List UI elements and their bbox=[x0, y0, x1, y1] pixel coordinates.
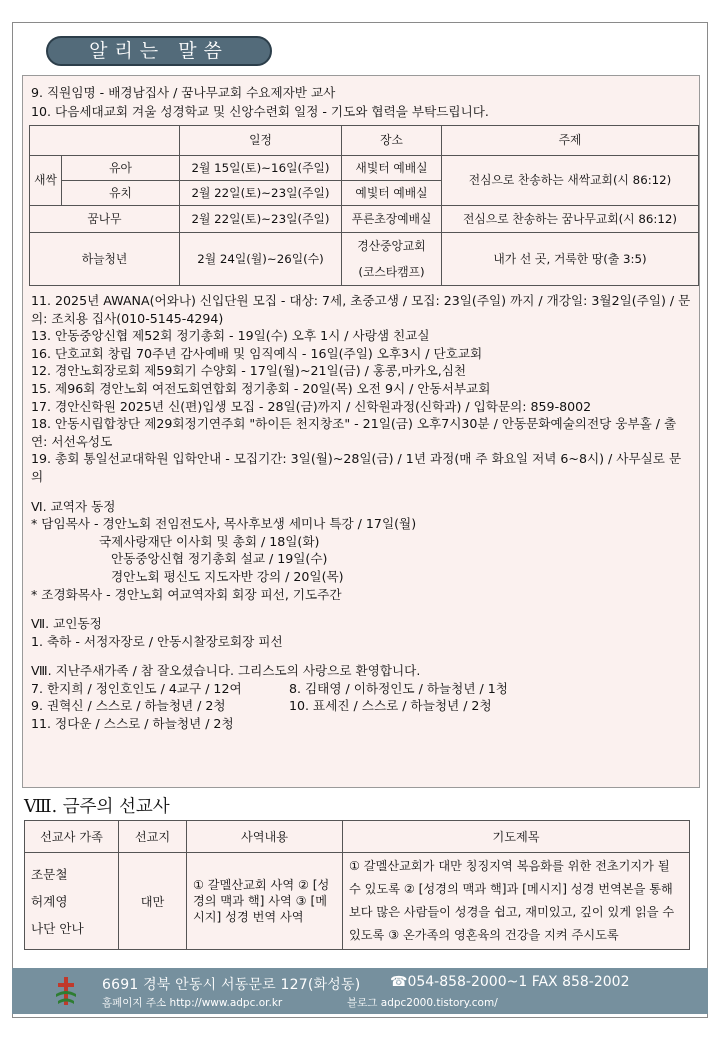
missionary-header-region: 선교지 bbox=[119, 821, 187, 853]
schedule-row bbox=[30, 233, 699, 286]
section-6-line: 국제사랑재단 이사회 및 총회 / 18일(화) bbox=[99, 533, 320, 549]
notice-item: 15. 제96회 경안노회 여전도회연합회 정기총회 - 20일(목) 오전 9시 / 안동서부교회 bbox=[31, 380, 491, 396]
page-title: 알리는 말씀 bbox=[46, 36, 272, 66]
notice-line-9: 9. 직원임명 - 배경남집사 / 꿈나무교회 수요제자반 교사 bbox=[31, 85, 336, 100]
footer bbox=[12, 968, 708, 1014]
new-family-entry: 7. 한지희 / 정인호인도 / 4교구 / 12여 bbox=[31, 680, 242, 696]
missionary-row bbox=[25, 853, 690, 950]
schedule-place: 예빛터 예배실 bbox=[342, 181, 442, 206]
missionary-region: 대만 bbox=[119, 853, 187, 950]
new-family-row bbox=[31, 697, 691, 715]
schedule-date: 2월 15일(토)~16일(주일) bbox=[180, 156, 342, 181]
section-6-heading: Ⅵ. 교역자 동정 bbox=[31, 498, 116, 514]
section-6-line: 경안노회 평신도 지도자반 강의 / 20일(목) bbox=[111, 568, 344, 584]
schedule-header-empty bbox=[30, 126, 180, 156]
schedule-group: 유아 bbox=[62, 156, 180, 181]
family-member: 나단 안나 bbox=[31, 920, 84, 936]
section-6-line: * 담임목사 - 경안노회 전임전도사, 목사후보생 세미나 특강 / 17일(월) bbox=[31, 516, 417, 532]
schedule-header-row bbox=[30, 126, 699, 156]
church-logo-icon bbox=[54, 976, 78, 1008]
schedule-header-place: 장소 bbox=[342, 126, 442, 156]
missionary-header-row bbox=[25, 821, 690, 853]
missionary-table bbox=[24, 820, 690, 950]
schedule-place-line2: (코스타캠프) bbox=[358, 265, 425, 279]
new-family-entry: 11. 정다운 / 스스로 / 하늘청년 / 2청 bbox=[31, 716, 234, 732]
schedule-saessak-label: 새싹 bbox=[30, 156, 62, 206]
missionary-header-ministry: 사역내용 bbox=[187, 821, 343, 853]
missionary-header-family: 선교사 가족 bbox=[25, 821, 119, 853]
new-family-entry: 8. 김태영 / 이하정인도 / 하늘청년 / 1청 bbox=[289, 680, 508, 696]
new-family-entry: 10. 표세진 / 스스로 / 하늘청년 / 2청 bbox=[289, 698, 492, 714]
footer-blog-link[interactable]: 블로그 adpc2000.tistory.com/ bbox=[347, 997, 498, 1009]
schedule-place-line1: 경산중앙교회 bbox=[357, 239, 426, 253]
notice-item: 17. 경안신학원 2025년 신(편)입생 모집 - 28일(금)까지 / 신학원과정(신학과) / 입학문의: 859-8002 bbox=[31, 398, 592, 414]
notice-box bbox=[22, 75, 700, 788]
new-family-row bbox=[31, 680, 691, 698]
schedule-theme: 전심으로 찬송하는 새싹교회(시 86:12) bbox=[442, 156, 699, 206]
schedule-table bbox=[29, 125, 699, 286]
notice-item: 18. 안동시립합창단 제29회정기연주회 "하이든 천지창조" - 21일(금) 오후7시30분 / 안동문화예술의전당 웅부홀 / 출연: 서선옥성도 bbox=[31, 416, 677, 449]
schedule-group: 꿈나무 bbox=[30, 206, 180, 233]
notice-line-10: 10. 다음세대교회 겨울 성경학교 및 신앙수련회 일정 - 기도와 협력을 부탁드립니다. bbox=[31, 104, 489, 119]
section-8-heading: Ⅷ. 지난주새가족 / 참 잘오셨습니다. 그리스도의 사랑으로 환영합니다. bbox=[31, 663, 421, 679]
section-6-line: 안동중앙신협 정기총회 설교 / 19일(수) bbox=[111, 551, 328, 567]
schedule-header-date: 일정 bbox=[180, 126, 342, 156]
footer-homepage-link[interactable]: 홈페이지 주소 http://www.adpc.or.kr bbox=[102, 997, 283, 1009]
notice-item: 19. 총회 통일선교대학원 입학안내 - 모집기간: 3일(월)~28일(금) / 1년 과정(매 주 화요일 저녁 6~8시) / 사무실로 문의 bbox=[31, 451, 682, 484]
schedule-row bbox=[30, 156, 699, 181]
notice-item: 12. 경안노회장로회 제59회기 수양회 - 17일(월)~21일(금) / 홍콩,마카오,심천 bbox=[31, 363, 467, 379]
schedule-row bbox=[30, 206, 699, 233]
schedule-theme: 내가 선 곳, 거룩한 땅(출 3:5) bbox=[442, 233, 699, 286]
schedule-group: 유치 bbox=[62, 181, 180, 206]
schedule-theme: 전심으로 찬송하는 꿈나무교회(시 86:12) bbox=[442, 206, 699, 233]
section-7-line: 1. 축하 - 서정자장로 / 안동시찰장로회장 피선 bbox=[31, 633, 283, 649]
schedule-date: 2월 22일(토)~23일(주일) bbox=[180, 181, 342, 206]
family-member: 허계영 bbox=[31, 893, 68, 909]
schedule-place: 새빛터 예배실 bbox=[342, 156, 442, 181]
schedule-header-theme: 주제 bbox=[442, 126, 699, 156]
missionary-header-prayer: 기도제목 bbox=[343, 821, 690, 853]
schedule-place bbox=[342, 233, 442, 286]
notice-item: 16. 단호교회 창립 70주년 감사예배 및 임직예식 - 16일(주일) 오후3시 / 단호교회 bbox=[31, 345, 483, 361]
section-6-line: * 조경화목사 - 경안노회 여교역자회 회장 피선, 기도주간 bbox=[31, 586, 342, 602]
schedule-date: 2월 22일(토)~23일(주일) bbox=[180, 206, 342, 233]
schedule-date: 2월 24일(월)~26일(수) bbox=[180, 233, 342, 286]
footer-address: 6691 경북 안동시 서동문로 127(화성동) bbox=[102, 977, 361, 993]
notice-item: 11. 2025년 AWANA(어와나) 신입단원 모집 - 대상: 7세, 초중고생 / 모집: 23일(주일) 까지 / 개강일: 3월2일(주일) / 문의: 조치용 집사(010-5145-4294) bbox=[31, 293, 691, 326]
missionary-family bbox=[25, 853, 119, 950]
section-7-heading: Ⅶ. 교인동정 bbox=[31, 616, 102, 632]
new-family-entry: 9. 권혁신 / 스스로 / 하늘청년 / 2청 bbox=[31, 698, 226, 714]
missionary-prayer: ① 갈멜산교회가 대만 칭징지역 복음화를 위한 전초기지가 될 수 있도록 ② [성경의 맥과 핵]과 [메시지] 성경 번역본을 통해 보다 많은 사람들이 성경을 쉽고, 재미있고, 깊이 있게 읽을 수 있도록 ③ 온가족의 영혼육의 건강을 지켜 주시도록 bbox=[343, 853, 690, 950]
notice-item: 13. 안동중앙신협 제52회 정기총회 - 19일(수) 오후 1시 / 사랑샘 친교실 bbox=[31, 328, 430, 344]
footer-phone: ☎054-858-2000~1 FAX 858-2002 bbox=[390, 974, 630, 990]
schedule-group: 하늘청년 bbox=[30, 233, 180, 286]
schedule-place: 푸른초장예배실 bbox=[342, 206, 442, 233]
family-member: 조문철 bbox=[31, 866, 68, 882]
notice-items bbox=[31, 292, 691, 733]
missionary-ministry: ① 갈멜산교회 사역 ② [성경의 맥과 핵] 사역 ③ [메시지] 성경 번역 사역 bbox=[187, 853, 343, 950]
missionary-heading: Ⅷ. 금주의 선교사 bbox=[24, 797, 170, 817]
